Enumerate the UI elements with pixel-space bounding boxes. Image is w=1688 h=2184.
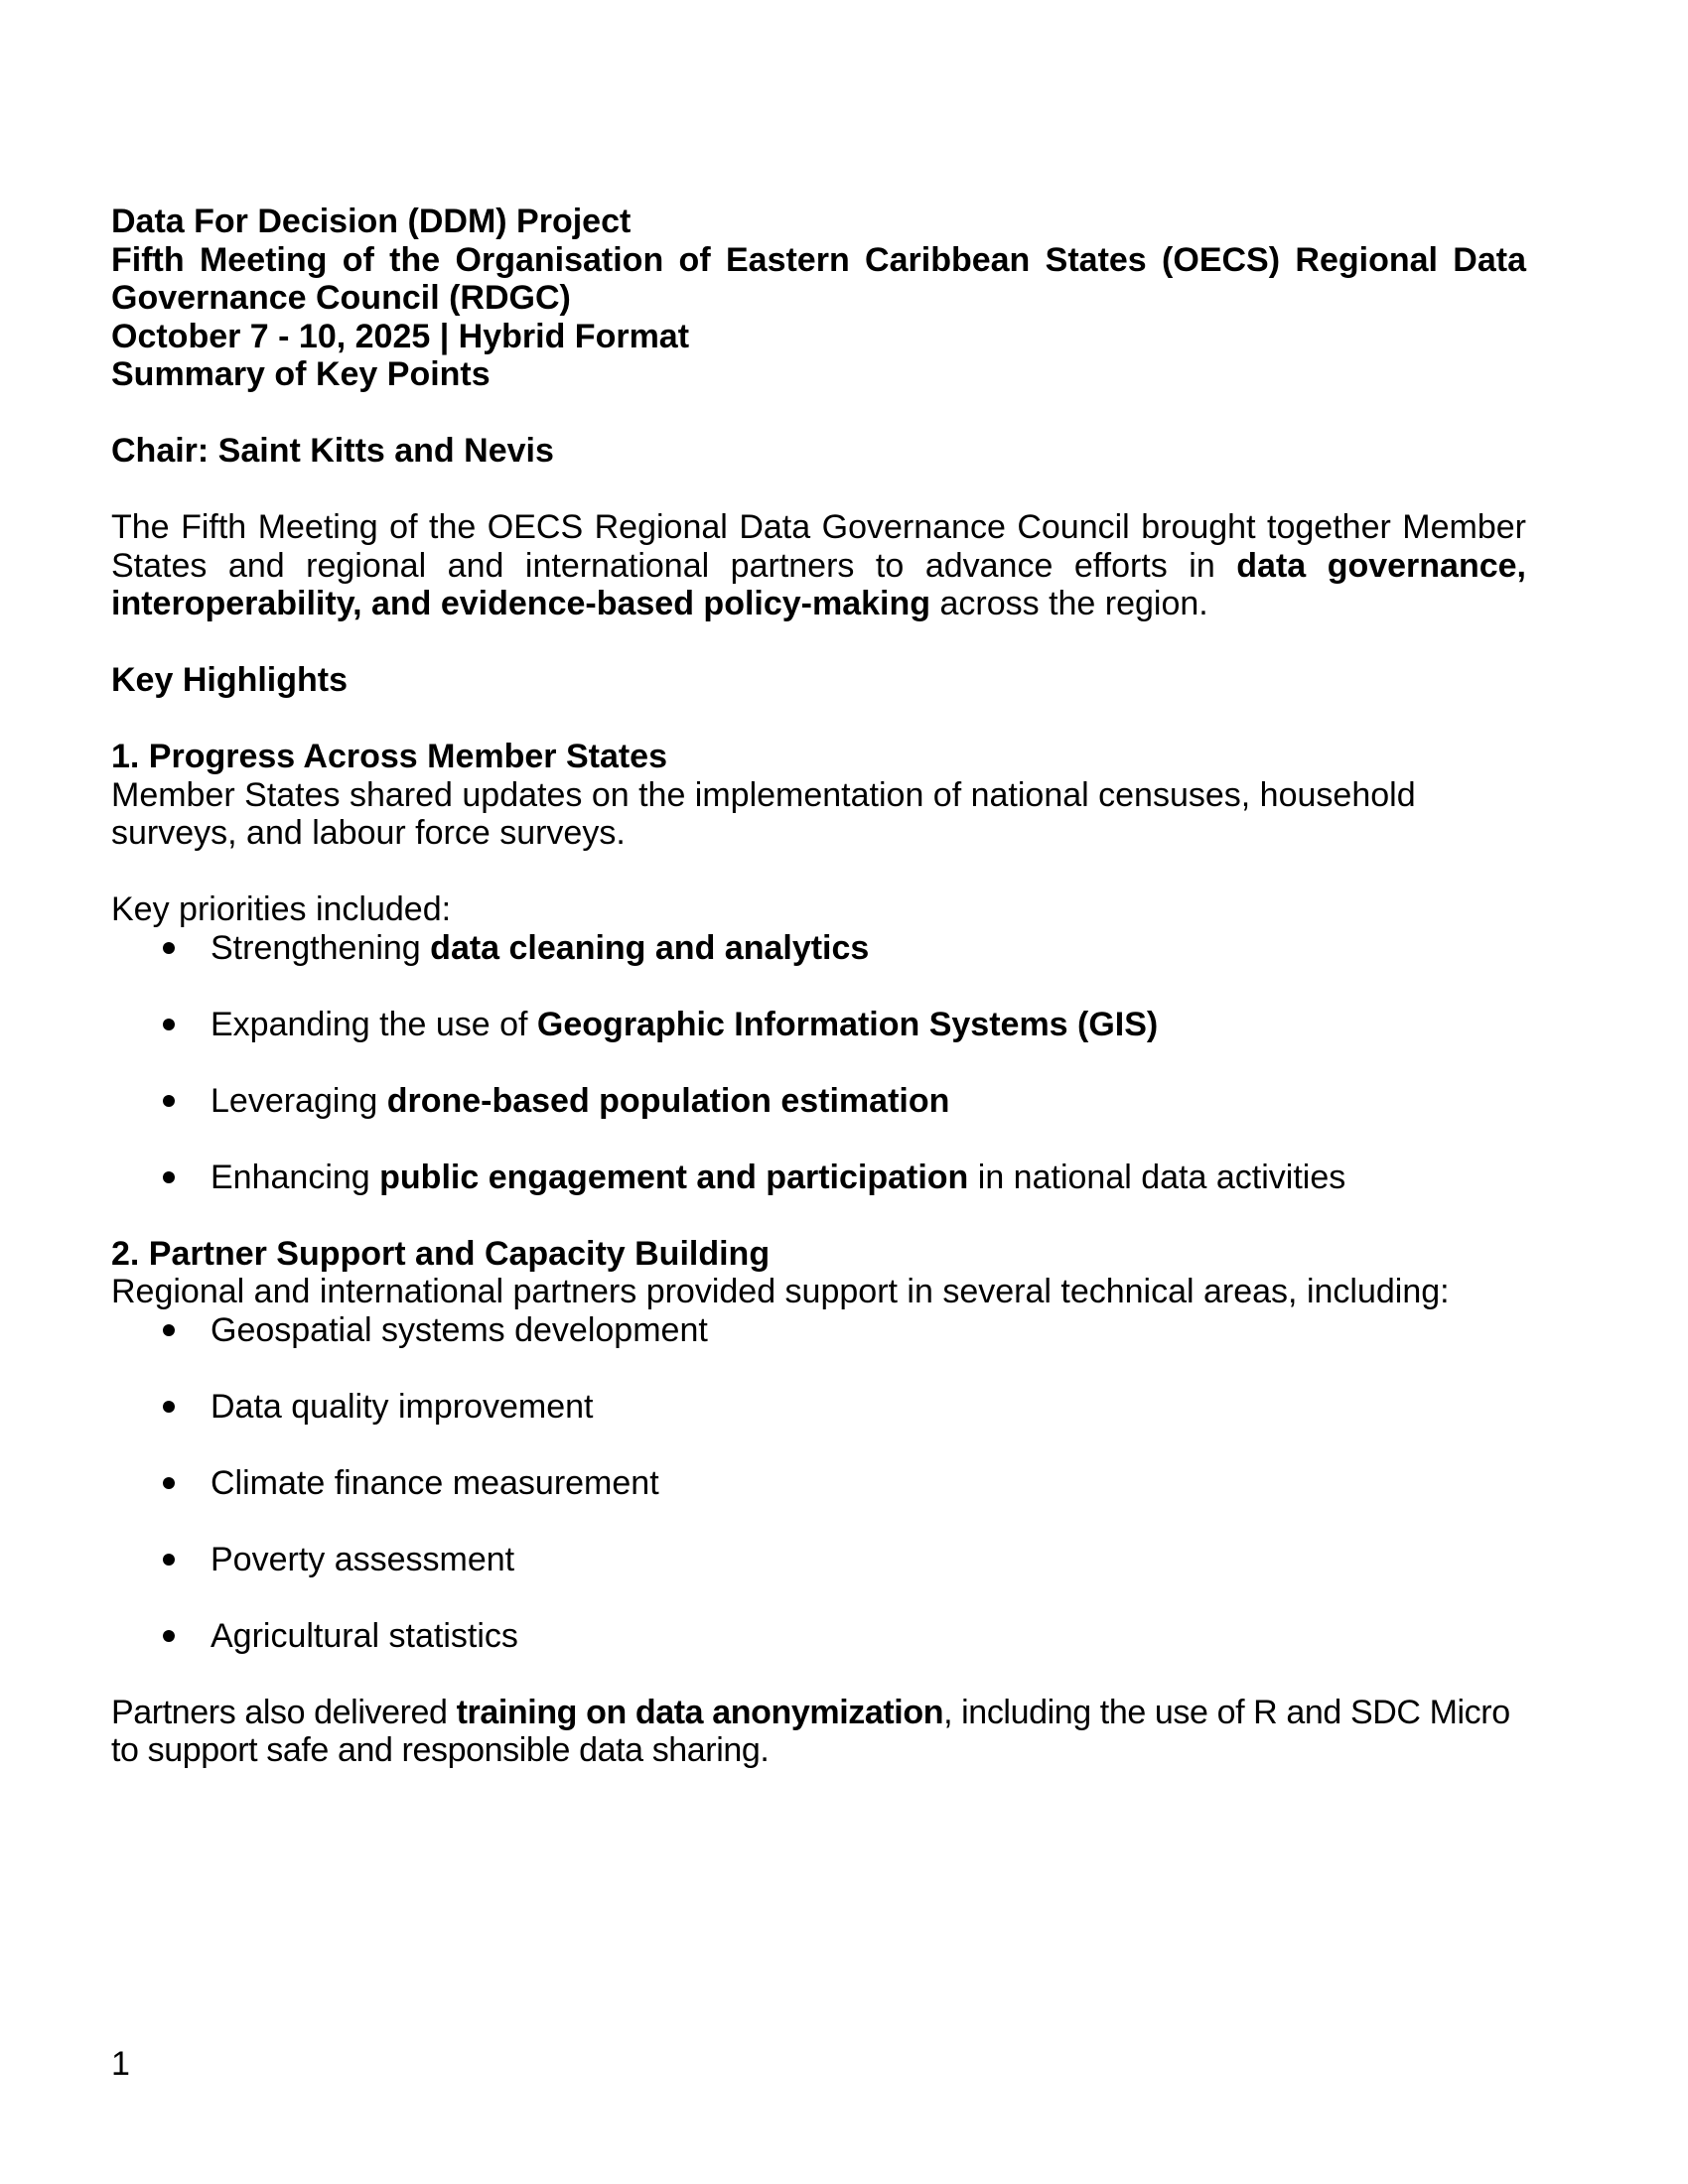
bullet-marker — [163, 942, 175, 954]
section-1-list-intro: Key priorities included: — [111, 890, 452, 928]
title-line-meeting: Fifth Meeting of the Organisation of Eastern Caribbean States (OECS) Regional Data — [111, 240, 1526, 279]
bullet-marker — [163, 1477, 175, 1489]
intro-line-1: The Fifth Meeting of the OECS Regional Data Governance Council brought together Member — [111, 508, 1526, 546]
list-item-text: Leveraging — [211, 1081, 387, 1120]
title-line-council: Governance Council (RDGC) — [111, 279, 571, 317]
chair-heading: Chair: Saint Kitts and Nevis — [111, 432, 554, 470]
list-item — [111, 1464, 1526, 1503]
closing-line-2: to support safe and responsible data sharing. — [111, 1731, 770, 1769]
title-line-date-format: October 7 - 10, 2025 | Hybrid Format — [111, 317, 690, 355]
list-item — [111, 929, 1526, 968]
intro-paragraph — [111, 508, 1526, 623]
list-item-text: Poverty assessment — [211, 1540, 515, 1578]
title-line-project: Data For Decision (DDM) Project — [111, 203, 632, 240]
list-item-bold-text: Geographic Information Systems (GIS) — [536, 1005, 1159, 1043]
bullet-marker — [163, 1019, 175, 1030]
list-item — [111, 1388, 1526, 1427]
bullet-marker — [163, 1171, 175, 1183]
list-item-text: Data quality improvement — [211, 1387, 594, 1426]
intro-bold-text: data governance, — [1236, 546, 1526, 585]
list-item-bold-text: drone-based population estimation — [386, 1081, 950, 1120]
bullet-marker — [163, 1554, 175, 1566]
list-item — [111, 1311, 1526, 1350]
list-item — [111, 1617, 1526, 1656]
list-item — [111, 1006, 1526, 1044]
list-item-bold-text: public engagement and participation — [379, 1158, 969, 1196]
closing-paragraph — [111, 1694, 1526, 1770]
list-item-text: Geospatial systems development — [211, 1310, 708, 1349]
intro-text: across the region. — [930, 585, 1208, 622]
section-1-body-line-2: surveys, and labour force surveys. — [111, 814, 626, 852]
intro-line-2 — [111, 547, 1526, 586]
intro-bold-text: interoperability, and evidence-based policy-making — [111, 585, 931, 622]
priorities-list — [111, 929, 1526, 1197]
list-item-text: Strengthening — [211, 928, 431, 967]
closing-text: , including the use of R and SDC Micro — [943, 1693, 1510, 1731]
list-item-text: Agricultural statistics — [211, 1616, 518, 1655]
list-item-text: Expanding the use of — [211, 1005, 537, 1043]
support-areas-list — [111, 1311, 1526, 1656]
section-1-body-line-1: Member States shared updates on the implementation of national censuses, household — [111, 775, 1416, 814]
section-2-heading: 2. Partner Support and Capacity Building — [111, 1234, 771, 1273]
title-line-summary: Summary of Key Points — [111, 355, 491, 393]
list-item — [111, 1541, 1526, 1579]
list-item-text: in national data activities — [968, 1158, 1346, 1196]
closing-line-1 — [111, 1694, 1526, 1732]
list-item — [111, 1159, 1526, 1197]
list-item-bold-text: data cleaning and analytics — [430, 928, 870, 967]
section-1-heading: 1. Progress Across Member States — [111, 738, 667, 775]
section-1 — [111, 738, 1526, 853]
bullet-marker — [163, 1095, 175, 1107]
section-2 — [111, 1235, 1526, 1311]
document-content — [111, 203, 1526, 1770]
section-2-list-intro: Regional and international partners provided support in several technical areas, including: — [111, 1273, 1450, 1310]
key-highlights-heading: Key Highlights — [111, 661, 349, 699]
intro-text: States and regional and international partners to advance efforts in — [111, 546, 1237, 585]
list-item — [111, 1082, 1526, 1121]
doc-title — [111, 203, 1526, 394]
page-number: 1 — [111, 2045, 130, 2083]
bullet-marker — [163, 1324, 175, 1336]
intro-line-3 — [111, 585, 1526, 623]
bullet-marker — [163, 1630, 175, 1642]
bullet-marker — [163, 1401, 175, 1413]
closing-text: Partners also delivered — [111, 1693, 457, 1731]
list-item-text: Enhancing — [211, 1158, 380, 1196]
list-item-text: Climate finance measurement — [211, 1463, 659, 1502]
closing-bold-text: training on data anonymization — [456, 1693, 944, 1731]
